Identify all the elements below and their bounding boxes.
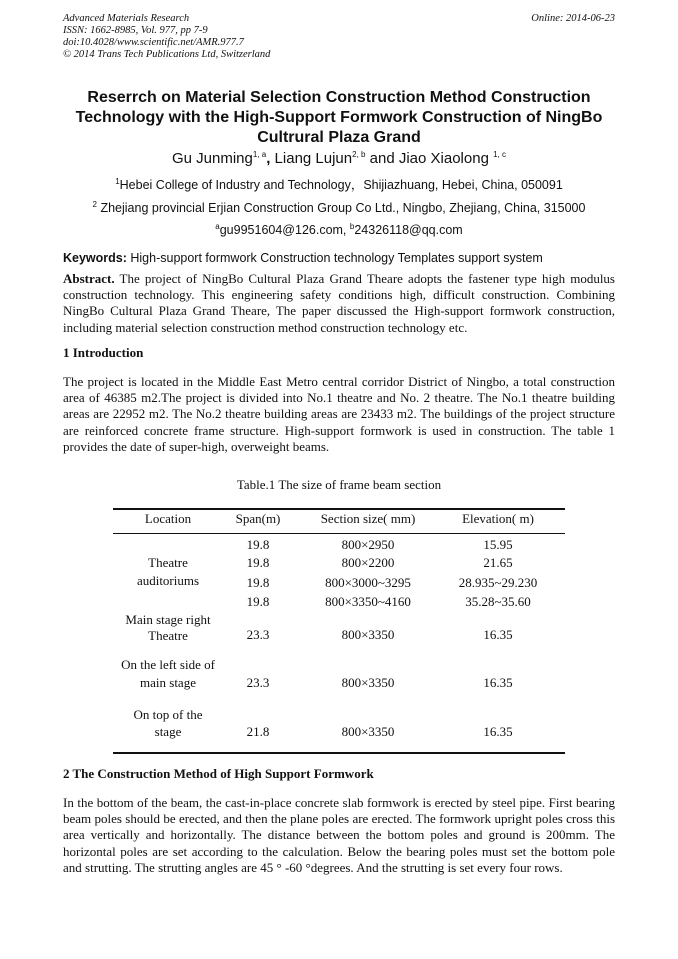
- table-cell: 19.8: [246, 555, 270, 570]
- table-cell: 800×3000~3295: [325, 575, 411, 590]
- table-bottom-rule: [113, 752, 565, 754]
- section-2-heading: 2 The Construction Method of High Support Formwork: [63, 766, 374, 781]
- table-row-location: auditoriums: [136, 573, 200, 588]
- header-elevation: Elevation( m): [462, 511, 534, 526]
- table-row-location: stage: [154, 724, 182, 739]
- header-location: Location: [144, 511, 192, 526]
- table-cell: 800×3350: [341, 724, 395, 739]
- author-emails: $^a$gu9951604@126.com, $^b$24326118@qq.com: [215, 221, 463, 237]
- issn: ISSN: 1662-8985, Vol. 977, pp 7-9: [63, 25, 208, 36]
- keywords-label: Keywords:: [63, 251, 127, 265]
- title-line-1: Reserrch on Material Selection Construction Method Construction: [87, 89, 591, 106]
- author-3: Jiao Xiaolong: [398, 150, 489, 167]
- abstract: [63, 271, 615, 336]
- table-cell: 23.3: [246, 627, 270, 642]
- table-cell: 800×3350: [341, 627, 395, 642]
- table-cell: 15.95: [483, 537, 513, 552]
- affiliation-2: $^2$ Zhejiang provincial Erjian Construction Group Co Ltd., Ningbo, Zhejiang, China, 315000: [92, 199, 586, 215]
- table-caption: Table.1 The size of frame beam section: [236, 477, 442, 492]
- table-cell: 800×2950: [341, 537, 395, 552]
- table-cell: 19.8: [246, 575, 270, 590]
- table-cell: 35.28~35.60: [465, 594, 531, 609]
- table-row-location: Theatre: [148, 555, 188, 570]
- table-cell: 800×3350: [341, 675, 395, 690]
- section-1-body: The project is located in the Middle East Metro central corridor District of Ningbo, a total construction area of 46385 m2.The project is divided into No.1 theatre and No. 2 theatre. The No.1 theatre building areas are 22952 m2. The No.2 theatre building areas are 23433 m2. The buildings of the project structure are reinforced concrete frame structure. High-support formwork is used in construction. The table 1 provides the date of super-high, overweight beams.: [63, 374, 615, 454]
- header-span: Span(m): [235, 511, 281, 526]
- table-cell: 16.35: [483, 675, 513, 690]
- table-header-rule: [113, 533, 565, 534]
- author-3-sup: 1, c: [493, 150, 506, 159]
- paper-title: [40, 88, 638, 148]
- table-cell: 16.35: [483, 724, 513, 739]
- abstract-text: The project of NingBo Cultural Plaza Grand Theare adopts the fastener type high modulus construction technology. This engineering safety conditions high, difficult construction. Combining NingBo Cultural Plaza Grand Theare, The paper discussed the High-support formwork construction, including material selection construction method construction technology etc.: [63, 271, 615, 335]
- table-cell: 19.8: [246, 594, 270, 609]
- table-cell: 16.35: [483, 627, 513, 642]
- copyright: © 2014 Trans Tech Publications Ltd, Switzerland: [63, 49, 271, 60]
- abstract-label: Abstract.: [63, 271, 115, 286]
- table-row-location: Main stage right: [125, 612, 211, 627]
- table-cell: 800×3350~4160: [325, 594, 411, 609]
- author-2-sup: 2, b: [352, 150, 366, 159]
- table-row-location: Theatre: [148, 628, 188, 643]
- keywords: [63, 251, 615, 266]
- journal-header: [63, 13, 615, 61]
- table-row-location: main stage: [140, 675, 196, 690]
- table-cell: 23.3: [246, 675, 270, 690]
- author-list: Gu Junming$^{1, a}$, Liang Lujun$^{2, b}$ and Jiao Xiaolong $^{1, c}$: [171, 150, 506, 167]
- table-row-location: On top of the: [133, 707, 203, 722]
- table-cell: 800×2200: [341, 555, 395, 570]
- title-line-3: Cultrural Plaza Grand: [257, 129, 421, 146]
- table-cell: 19.8: [246, 537, 270, 552]
- author-2: Liang Lujun: [274, 150, 353, 167]
- author-1-sup: 1, a: [252, 150, 267, 159]
- author-1: Gu Junming: [171, 150, 253, 167]
- header-section-size: Section size( mm): [320, 511, 416, 526]
- table-cell: 21.65: [483, 555, 513, 570]
- table-cell: 28.935~29.230: [458, 575, 538, 590]
- keywords-text: High-support formwork Construction technology Templates support system: [126, 251, 543, 265]
- section-2-body: In the bottom of the beam, the cast-in-place concrete slab formwork is erected by steel pipe. First bearing beam poles should be erected, and then the plane poles are erected. The formwork upright poles cross this area vertically and horizontally. The distance between the bottom poles and ground is 200mm. The horizontal poles are set according to the calculation. Below the bearing poles must set the bottom pole and strutting. The strutting angles are 45 ° -60 °degrees. And the strutting is set every four rows.: [63, 795, 615, 875]
- section-1-heading: 1 Introduction: [63, 345, 144, 360]
- affiliation-1: $^1$Hebei College of Industry and Technology，Shijiazhuang, Hebei, China, 050091: [115, 176, 563, 192]
- online-date: Online: 2014-06-23: [531, 13, 615, 24]
- table-cell: 21.8: [246, 724, 270, 739]
- title-line-2: Technology with the High-Support Formwork Construction of NingBo: [75, 109, 603, 126]
- journal-name: Advanced Materials Research: [63, 13, 190, 24]
- table-row-location: On the left side of: [121, 657, 215, 672]
- doi: doi:10.4028/www.scientific.net/AMR.977.7: [63, 37, 244, 48]
